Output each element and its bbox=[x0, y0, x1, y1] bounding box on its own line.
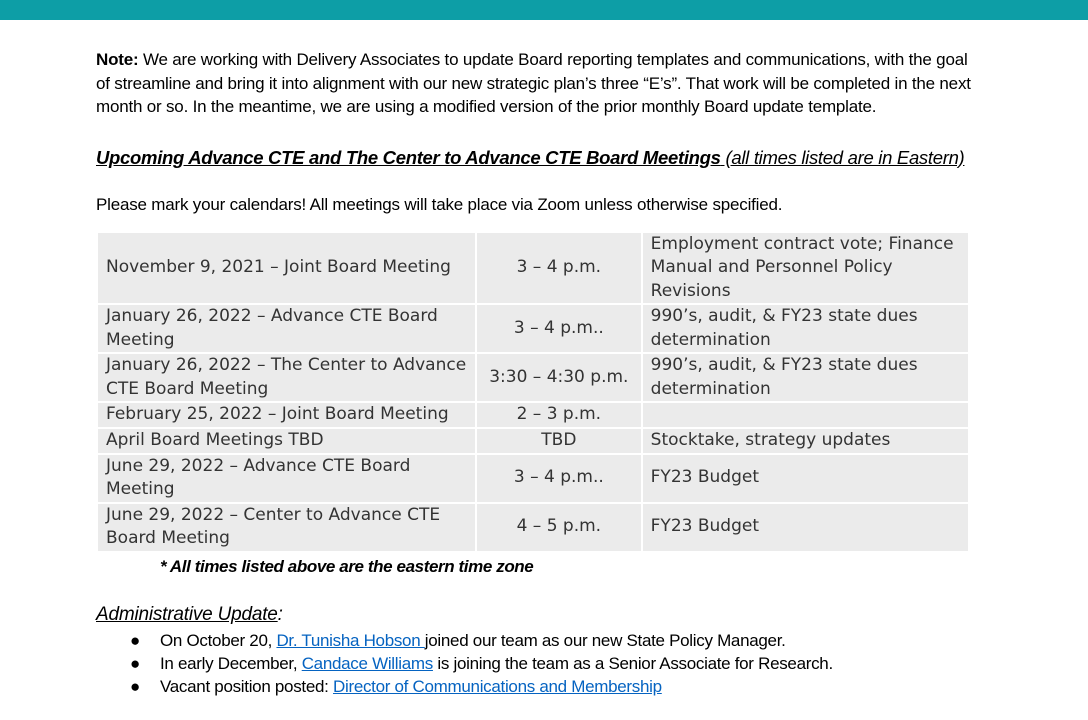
topics-cell: 990’s, audit, & FY23 state dues determination bbox=[642, 304, 969, 353]
bullet-icon: ● bbox=[130, 630, 140, 650]
note-text: We are working with Delivery Associates to update Board reporting templates and communications, with the goal of streamline and bring it into alignment with our new strategic plan’s three “E’s”. That work will be completed in the next month or so. In the meantime, we are using a modified version of the prior monthly Board update template. bbox=[96, 50, 971, 116]
time-cell: 3 – 4 p.m. bbox=[476, 232, 642, 305]
topics-cell: 990’s, audit, & FY23 state dues determination bbox=[642, 353, 969, 402]
meeting-cell: June 29, 2022 – Advance CTE Board Meeting bbox=[97, 454, 476, 503]
table-row bbox=[97, 428, 969, 454]
list-item bbox=[96, 675, 976, 698]
time-cell: 3:30 – 4:30 p.m. bbox=[476, 353, 642, 402]
item-text: Vacant position posted: bbox=[160, 676, 333, 696]
topics-cell: FY23 Budget bbox=[642, 454, 969, 503]
meeting-cell: June 29, 2022 – Center to Advance CTE Board Meeting bbox=[97, 503, 476, 552]
calendar-notice: Please mark your calendars! All meetings will take place via Zoom unless otherwise specified. bbox=[96, 194, 783, 214]
bullet-icon: ● bbox=[130, 653, 140, 673]
item-text: In early December, bbox=[160, 653, 302, 673]
time-cell: 2 – 3 p.m. bbox=[476, 402, 642, 428]
time-cell: TBD bbox=[476, 428, 642, 454]
meeting-cell: February 25, 2022 – Joint Board Meeting bbox=[97, 402, 476, 428]
topics-cell bbox=[642, 402, 969, 428]
list-item bbox=[96, 629, 976, 652]
table-row bbox=[97, 503, 969, 552]
note-paragraph bbox=[96, 48, 976, 119]
time-cell: 3 – 4 p.m.. bbox=[476, 454, 642, 503]
admin-update-list bbox=[96, 629, 976, 698]
job-posting-link[interactable]: Director of Communications and Membership bbox=[333, 676, 662, 696]
meetings-table bbox=[96, 231, 970, 553]
document-body bbox=[96, 48, 976, 698]
upcoming-heading-bold: Upcoming Advance CTE and The Center to Advance CTE Board Meetings bbox=[96, 146, 721, 168]
meeting-cell: January 26, 2022 – The Center to Advance CTE Board Meeting bbox=[97, 353, 476, 402]
admin-heading-colon: : bbox=[277, 603, 283, 625]
meeting-cell: April Board Meetings TBD bbox=[97, 428, 476, 454]
table-row bbox=[97, 353, 969, 402]
item-text: is joining the team as a Senior Associate for Research. bbox=[432, 653, 833, 673]
williams-link[interactable]: Candace Williams bbox=[301, 653, 433, 673]
note-label: Note: bbox=[96, 50, 139, 69]
topics-cell: FY23 Budget bbox=[642, 503, 969, 552]
topics-cell: Employment contract vote; Finance Manual and Personnel Policy Revisions bbox=[642, 232, 969, 305]
meeting-cell: January 26, 2022 – Advance CTE Board Meeting bbox=[97, 304, 476, 353]
meeting-cell: November 9, 2021 – Joint Board Meeting bbox=[97, 232, 476, 305]
admin-heading-text: Administrative Update bbox=[96, 603, 278, 625]
upcoming-meetings-heading bbox=[96, 145, 976, 170]
item-text: On October 20, bbox=[160, 630, 277, 650]
table-row bbox=[97, 402, 969, 428]
list-item bbox=[96, 652, 976, 675]
upcoming-heading-note: (all times listed are in Eastern) bbox=[720, 146, 965, 168]
table-row bbox=[97, 304, 969, 353]
topics-cell: Stocktake, strategy updates bbox=[642, 428, 969, 454]
item-text: joined our team as our new State Policy Manager. bbox=[424, 630, 786, 650]
bullet-icon: ● bbox=[130, 676, 140, 696]
header-bar bbox=[0, 0, 1088, 20]
hobson-link[interactable]: Dr. Tunisha Hobson bbox=[276, 630, 425, 650]
time-cell: 4 – 5 p.m. bbox=[476, 503, 642, 552]
timezone-note: * All times listed above are the eastern time zone bbox=[160, 556, 534, 576]
table-row bbox=[97, 232, 969, 305]
time-cell: 3 – 4 p.m.. bbox=[476, 304, 642, 353]
admin-update-heading bbox=[96, 603, 976, 627]
table-row bbox=[97, 454, 969, 503]
